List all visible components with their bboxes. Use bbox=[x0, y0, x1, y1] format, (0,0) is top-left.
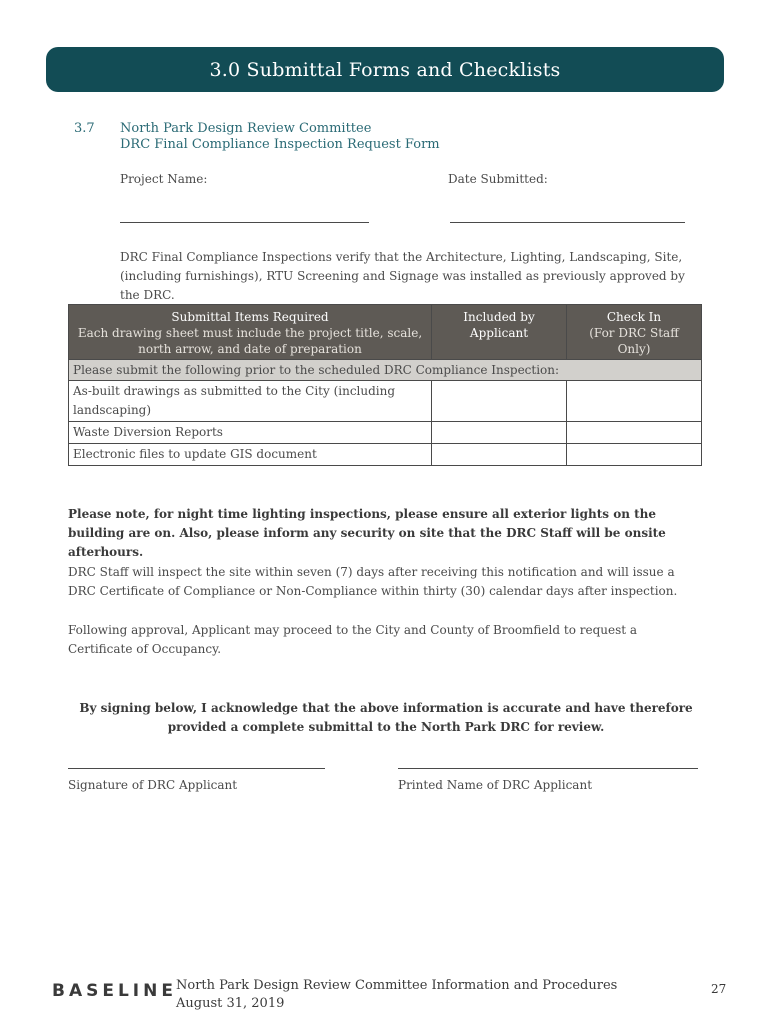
section-title-line1: North Park Design Review Committee bbox=[120, 121, 372, 136]
section-title-line2: DRC Final Compliance Inspection Request Form bbox=[120, 137, 440, 152]
footer-date: August 31, 2019 bbox=[176, 996, 285, 1011]
included-checkbox-cell[interactable] bbox=[432, 381, 567, 422]
row-item-label: Waste Diversion Reports bbox=[69, 422, 432, 444]
signature-field[interactable] bbox=[68, 768, 325, 769]
baseline-logo: BASELINE bbox=[52, 981, 177, 1001]
printed-name-label: Printed Name of DRC Applicant bbox=[398, 778, 593, 792]
header-included-text: Included by Applicant bbox=[463, 310, 535, 340]
check-in-cell[interactable] bbox=[567, 381, 702, 422]
date-submitted-label: Date Submitted: bbox=[448, 172, 548, 186]
included-checkbox-cell[interactable] bbox=[432, 444, 567, 466]
banner-title: 3.0 Submittal Forms and Checklists bbox=[209, 58, 561, 81]
date-submitted-field[interactable] bbox=[450, 222, 685, 223]
row-item-label: As-built drawings as submitted to the City (including landscaping) bbox=[69, 381, 432, 422]
page-number: 27 bbox=[711, 982, 727, 996]
header-submittal-items-sub: Each drawing sheet must include the project title, scale, north arrow, and date of preparation bbox=[77, 326, 423, 356]
header-included-by-applicant bbox=[432, 305, 567, 360]
inspection-note: DRC Staff will inspect the site within seven (7) days after receiving this notification and will issue a DRC Certificate of Compliance or Non-Compliance within thirty (30) calendar days after inspection. bbox=[68, 565, 678, 598]
intro-paragraph: DRC Final Compliance Inspections verify that the Architecture, Lighting, Landscaping, Site, (including furnishings), RTU Screening and Signage was installed as previously approved by the DRC. bbox=[120, 250, 685, 302]
printed-name-field[interactable] bbox=[398, 768, 698, 769]
check-in-cell[interactable] bbox=[567, 422, 702, 444]
section-banner bbox=[46, 47, 724, 92]
project-name-label: Project Name: bbox=[120, 172, 208, 186]
table-row bbox=[69, 381, 702, 422]
footer-doc-title: North Park Design Review Committee Information and Procedures bbox=[176, 978, 618, 993]
section-title bbox=[120, 121, 440, 153]
table-row bbox=[69, 444, 702, 466]
included-checkbox-cell[interactable] bbox=[432, 422, 567, 444]
header-submittal-items-title: Submittal Items Required bbox=[171, 310, 329, 324]
acknowledgement-statement: By signing below, I acknowledge that the above information is accurate and have therefore provided a complete submittal to the North Park DRC for review. bbox=[79, 701, 693, 734]
table-header-row bbox=[69, 305, 702, 360]
project-name-field[interactable] bbox=[120, 222, 369, 223]
approval-note: Following approval, Applicant may proceed to the City and County of Broomfield to request a Certificate of Occupancy. bbox=[68, 623, 638, 656]
section-number: 3.7 bbox=[74, 121, 95, 136]
header-submittal-items bbox=[69, 305, 432, 360]
header-check-in-sub: (For DRC Staff Only) bbox=[589, 326, 679, 356]
check-in-cell[interactable] bbox=[567, 444, 702, 466]
table-row bbox=[69, 422, 702, 444]
header-check-in-title: Check In bbox=[606, 310, 662, 324]
header-check-in bbox=[567, 305, 702, 360]
submittal-items-table bbox=[68, 304, 702, 466]
footer-doc-info bbox=[176, 977, 617, 1013]
lighting-note: Please note, for night time lighting inspections, please ensure all exterior lights on the building are on. Also, please inform any security on site that the DRC Staff will be onsite afterhours. bbox=[68, 507, 666, 559]
row-item-label: Electronic files to update GIS document bbox=[69, 444, 432, 466]
signature-label: Signature of DRC Applicant bbox=[68, 778, 238, 792]
table-note: Please submit the following prior to the scheduled DRC Compliance Inspection: bbox=[69, 360, 702, 381]
table-note-row bbox=[69, 360, 702, 381]
